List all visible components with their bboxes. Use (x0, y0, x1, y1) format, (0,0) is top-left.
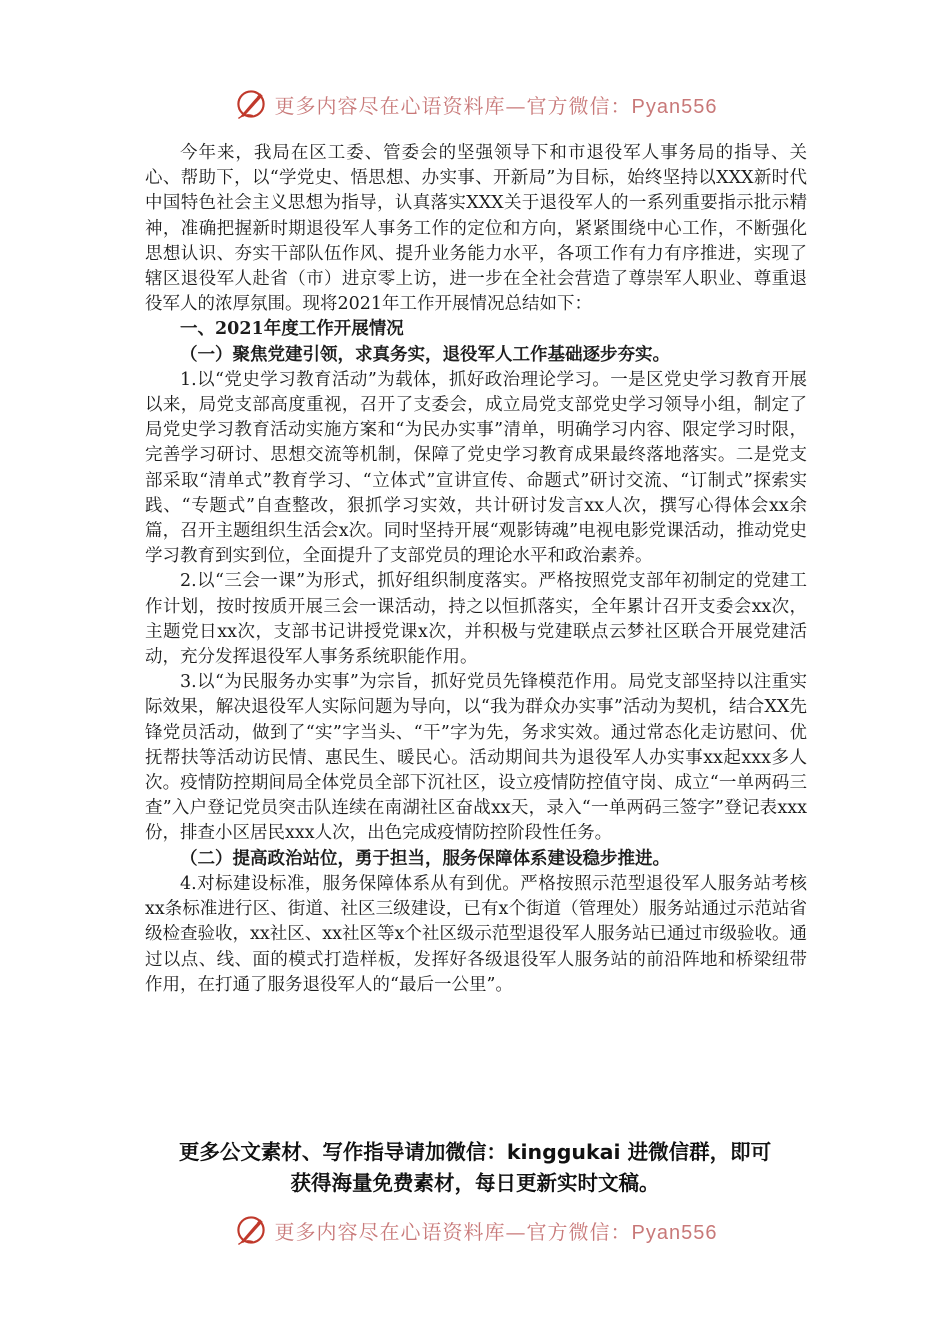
body-paragraph: 4.对标建设标准，服务保障体系从有到优。严格按照示范型退役军人服务站考核xx条标准进行区、街道、社区三级建设，已有x个街道（管理处）服务站通过示范站省级检查验收，xx社区、xx社区等x个社区级示范型退役军人服务站已通过市级验收。通过以点、线、面的模式打造样板，发挥好各级退役军人服务站的前沿阵地和桥梁纽带作用，在打通了服务退役军人的“最后一公里”。 (145, 873, 807, 995)
footer-banner (0, 1210, 950, 1250)
promo-notice (120, 1137, 830, 1199)
footer-banner-text: 更多内容尽在心语资料库—官方微信：Pyan556 (274, 1219, 718, 1244)
header-banner (0, 84, 950, 124)
body-paragraph: 1.以“党史学习教育活动”为载体，抓好政治理论学习。一是区党史学习教育开展以来，局党支部高度重视，召开了支委会，成立局党支部党史学习领导小组，制定了局党史学习教育活动实施方案和“为民办实事”清单，明确学习内容、限定学习时限，完善学习研讨、思想交流等机制，保障了党史学习教育成果最终落地落实。二是党支部采取“清单式”教育学习、“立体式”宣讲宣传、命题式”研讨交流、“订制式”探索实践、“专题式”自查整改，狠抓学习实效，共计研讨发言xx人次，撰写心得体会xx余篇，召开主题组织生活会x次。同时坚持开展“观影铸魂”电视电影党课活动，推动党史学习教育到实到位，全面提升了支部党员的理论水平和政治素养。 (145, 369, 807, 567)
body-paragraph: 2.以“三会一课”为形式，抓好组织制度落实。严格按照党支部年初制定的党建工作计划，按时按质开展三会一课活动，持之以恒抓落实，全年累计召开支委会xx次，主题党日xx次，支部书记讲授党课x次，并积极与党建联点云梦社区联合开展党建活动，充分发挥退役军人事务系统职能作用。 (145, 571, 807, 668)
section-heading: 一、2021年度工作开展情况 (180, 319, 404, 340)
article-body (145, 141, 807, 998)
quill-logo-icon (233, 1212, 269, 1248)
promo-line-1: 更多公文素材、写作指导请加微信：kinggukai 进微信群，即可 (178, 1140, 772, 1164)
subsection-heading: （一）聚焦党建引领，求真务实，退役军人工作基础逐步夯实。 (180, 344, 670, 365)
subsection-heading: （二）提高政治站位，勇于担当，服务保障体系建设稳步推进。 (180, 848, 670, 869)
quill-logo-icon (233, 86, 269, 122)
header-banner-text: 更多内容尽在心语资料库—官方微信：Pyan556 (274, 93, 718, 118)
body-paragraph: 3.以“为民服务办实事”为宗旨，抓好党员先锋模范作用。局党支部坚持以注重实际效果，解决退役军人实际问题为导向，以“我为群众办实事”活动为契机，结合XX先锋党员活动，做到了“实”字当头、“干”字为先，务求实效。通过常态化走访慰问、优抚帮扶等活动访民情、惠民生、暖民心。活动期间共为退役军人办实事xx起xxx多人次。疫情防控期间局全体党员全部下沉社区，设立疫情防控值守岗、成立“一单两码三查”入户登记党员突击队连续在南湖社区奋战xx天，录入“一单两码三签字”登记表xxx份，排查小区居民xxx人次，出色完成疫情防控阶段性任务。 (145, 672, 807, 844)
promo-line-2: 获得海量免费素材，每日更新实时文稿。 (290, 1171, 660, 1195)
body-paragraph: 今年来，我局在区工委、管委会的坚强领导下和市退役军人事务局的指导、关心、帮助下，以“学党史、悟思想、办实事、开新局”为目标，始终坚持以XXX新时代中国特色社会主义思想为指导，认真落实XXX关于退役军人的一系列重要指示批示精神，准确把握新时期退役军人事务工作的定位和方向，紧紧围绕中心工作，不断强化思想认识、夯实干部队伍作风、提升业务能力水平，各项工作有力有序推进，实现了辖区退役军人赴省（市）进京零上访，进一步在全社会营造了尊崇军人职业、尊重退役军人的浓厚氛围。现将2021年工作开展情况总结如下： (145, 143, 807, 315)
